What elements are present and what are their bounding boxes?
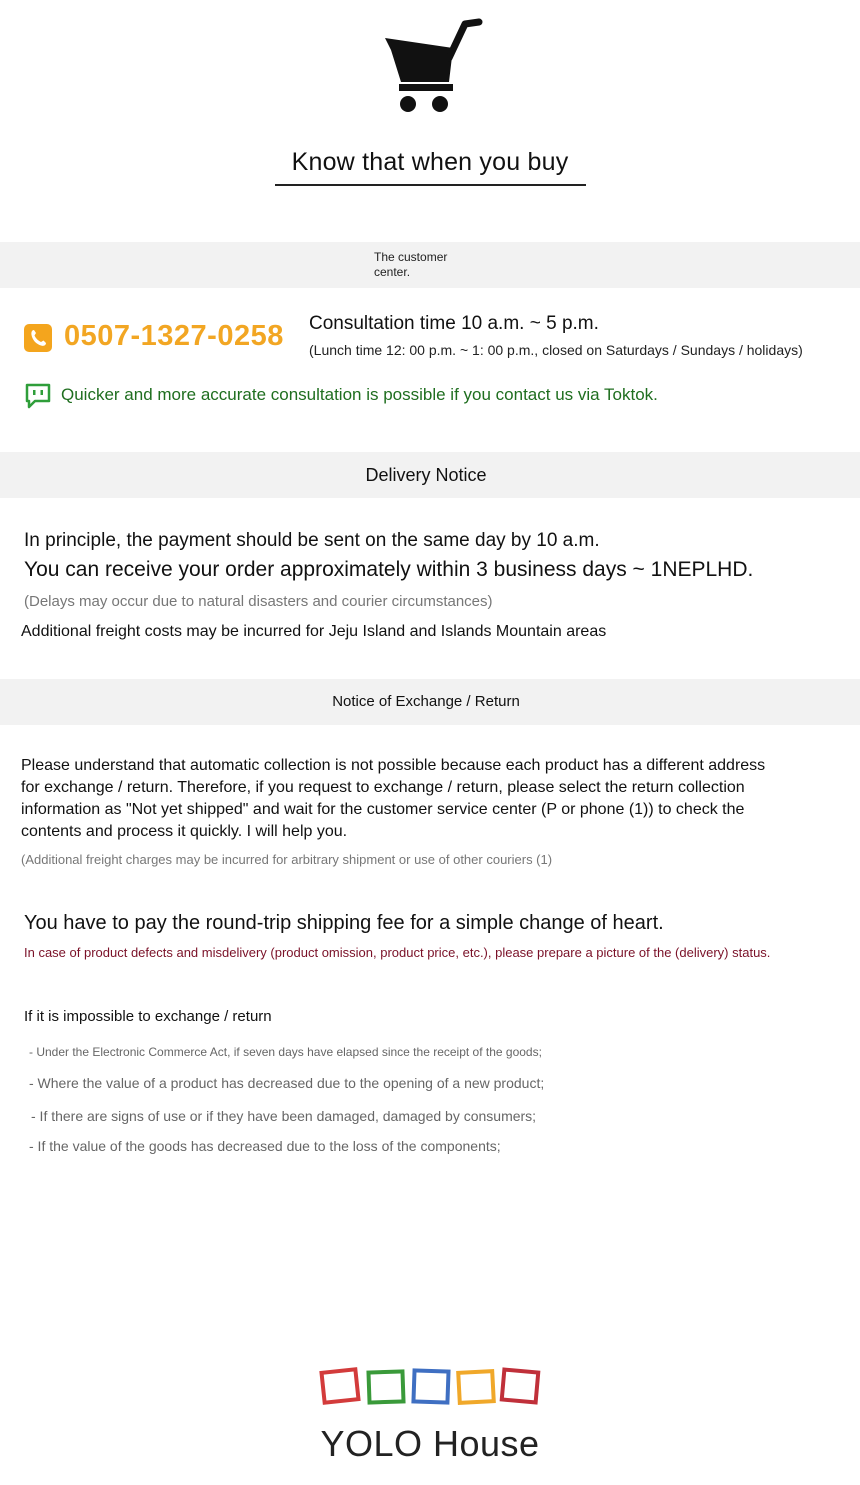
exchange-note: (Additional freight charges may be incurred for arbitrary shipment or use of other couriers (1) [21,852,553,867]
logo-frame [413,1370,448,1402]
delivery-line-3: (Delays may occur due to natural disasters and courier circumstances) [24,593,493,610]
delivery-title: Delivery Notice [365,465,487,485]
customer-center-label: The customer center. [374,250,448,279]
toktok-note: Quicker and more accurate consultation is possible if you contact us via Toktok. [61,385,658,404]
page-title: Know that when you buy [291,148,569,176]
phone-icon [24,324,52,352]
phone-number[interactable]: 0507-1327-0258 [64,320,284,352]
impossible-title: If it is impossible to exchange / return [24,1008,272,1025]
impossible-item: - If there are signs of use or if they have been damaged, damaged by consumers; [31,1108,537,1124]
lunch-note: (Lunch time 12: 00 p.m. ~ 1: 00 p.m., closed on Saturdays / Sundays / holidays) [309,342,803,358]
consultation-time: Consultation time 10 a.m. ~ 5 p.m. [309,313,599,334]
impossible-item: - If the value of the goods has decreased due to the loss of the components; [29,1138,501,1154]
chat-bubble-icon [24,382,52,410]
logo-frame [322,1369,359,1402]
logo-frame [368,1371,403,1402]
title-underline [275,184,586,186]
exchange-title: Notice of Exchange / Return [332,693,520,710]
brand-logo [318,1365,544,1410]
defect-note: In case of product defects and misdelivery (product omission, product price, etc.), please prepare a picture of the (delivery) status. [24,945,771,960]
brand-name: YOLO House [320,1423,540,1464]
logo-frame [458,1371,494,1403]
delivery-line-1: In principle, the payment should be sent on the same day by 10 a.m. [24,530,600,551]
delivery-line-2: You can receive your order approximately within 3 business days ~ 1NEPLHD. [24,558,754,581]
impossible-item: - Where the value of a product has decreased due to the opening of a new product; [29,1075,545,1091]
shopping-cart-icon [383,18,483,118]
exchange-paragraph: Please understand that automatic collection is not possible because each product has a different address for exchange / return. Therefore, if you request to exchange / return, please select the return collection information as "Not yet shipped" and wait for the customer service center (P or phone (1)) to check the contents and process it quickly. I will help you. [21,757,766,840]
impossible-item: - Under the Electronic Commerce Act, if seven days have elapsed since the receipt of the goods; [29,1045,542,1059]
delivery-line-4: Additional freight costs may be incurred for Jeju Island and Islands Mountain areas [21,623,607,640]
change-of-heart-note: You have to pay the round-trip shipping fee for a simple change of heart. [24,912,664,934]
logo-frame [502,1370,538,1403]
